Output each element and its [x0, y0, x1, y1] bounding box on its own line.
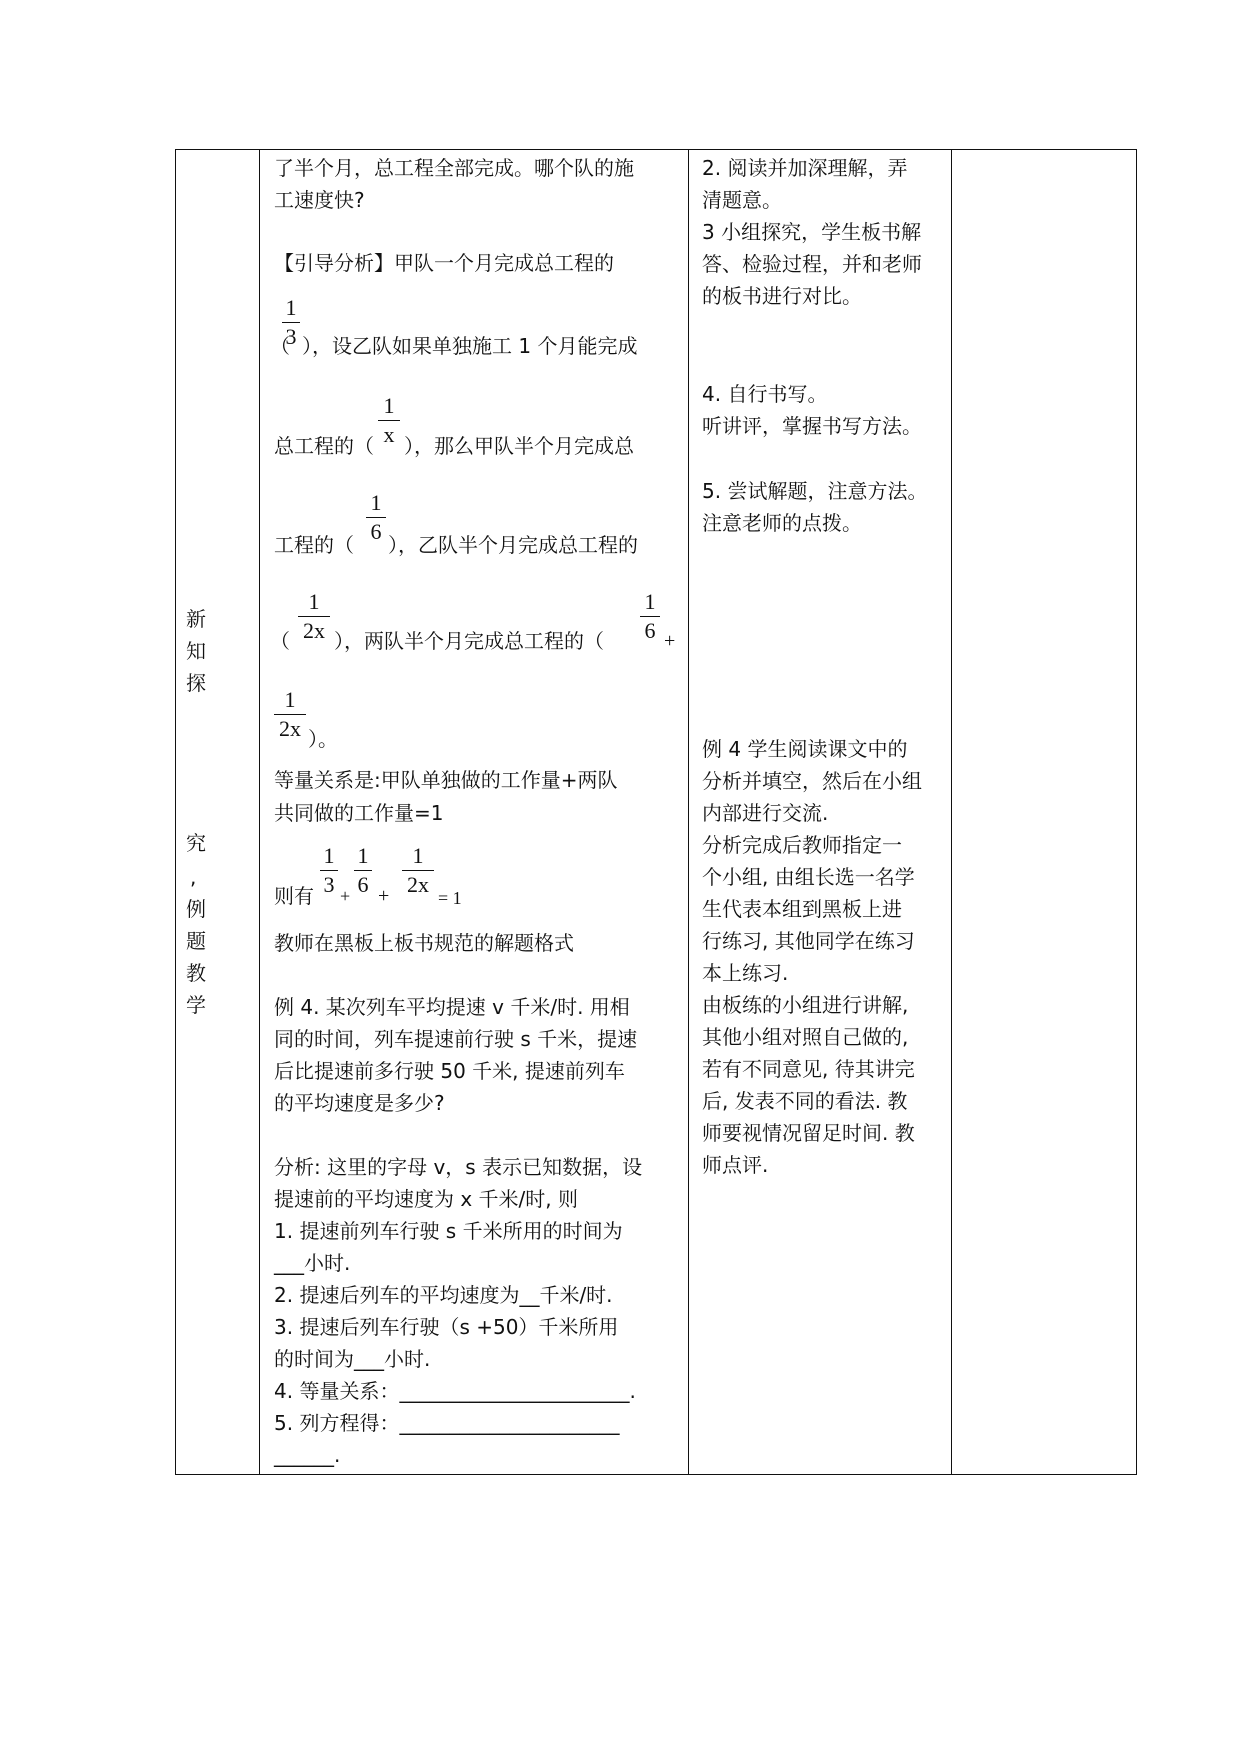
equals-one: = 1 [438, 888, 462, 908]
activity-line: 内部进行交流. [702, 801, 829, 825]
content-line: 了半个月，总工程全部完成。哪个队的施 [274, 156, 634, 180]
content-line: 2. 提速后列车的平均速度为__千米/时. [274, 1283, 613, 1307]
activity-line: 本上练习. [702, 961, 789, 985]
activity-line: 分析完成后教师指定一 [702, 833, 902, 857]
activity-line: 生代表本组到黑板上进 [702, 897, 902, 921]
row-label-char: 究 [186, 831, 206, 855]
activity-line: 清题意。 [702, 188, 782, 212]
content-line: 的时间为___小时. [274, 1347, 431, 1371]
content-line: 5. 列方程得：______________________ [274, 1411, 620, 1435]
plus-sign: + [340, 886, 351, 906]
activity-line: 若有不同意见, 待其讲完 [702, 1057, 915, 1081]
content-line: 3. 提速后列车行驶（s +50）千米所用 [274, 1315, 619, 1339]
row-label-char: 探 [186, 671, 206, 695]
activity-line: 4. 自行书写。 [702, 382, 828, 406]
row-label-char: 知 [186, 639, 206, 663]
activity-line: 的板书进行对比。 [702, 284, 862, 308]
activity-line: 3 小组探究，学生板书解 [702, 220, 922, 244]
table-border-bottom [175, 1474, 1137, 1475]
content-line: 提速前的平均速度为 x 千米/时, 则 [274, 1187, 579, 1211]
row-label-char: 题 [186, 929, 206, 953]
activity-line: 听讲评，掌握书写方法。 [702, 414, 922, 438]
content-line: 例 4. 某次列车平均提速 v 千米/时. 用相 [274, 995, 630, 1019]
content-line: 总工程的（ [274, 434, 374, 458]
fraction-one-sixth: 1 6 [366, 491, 386, 544]
row-label-char: 例 [186, 897, 206, 921]
content-line: 共同做的工作量=1 [274, 801, 444, 825]
table-divider-1 [259, 149, 260, 1475]
activity-line: 分析并填空，然后在小组 [702, 769, 922, 793]
activity-line: 个小组, 由组长选一名学 [702, 865, 915, 889]
content-line: 工速度快? [274, 188, 365, 212]
content-line: （ [270, 629, 290, 653]
fraction-one-third: 1 3 [282, 296, 300, 349]
table-border-top [175, 149, 1137, 150]
content-line: 等量关系是:甲队单独做的工作量+两队 [274, 768, 618, 792]
activity-line: 答、检验过程，并和老师 [702, 252, 922, 276]
table-border-right [1136, 149, 1137, 1475]
fraction-one-over-x: 1 x [378, 394, 400, 447]
content-line: 后比提速前多行驶 50 千米, 提速前列车 [274, 1059, 625, 1083]
fraction-one-over-2x: 1 2x [298, 590, 330, 643]
activity-line: 后, 发表不同的看法. 教 [702, 1089, 908, 1113]
row-label-char: 学 [186, 993, 206, 1017]
row-label-char: 新 [186, 607, 206, 631]
plus-sign: + [664, 630, 676, 652]
activity-line: 行练习, 其他同学在练习 [702, 929, 915, 953]
content-line: 同的时间，列车提速前行驶 s 千米，提速 [274, 1027, 638, 1051]
content-line: 1. 提速前列车行驶 s 千米所用的时间为 [274, 1219, 623, 1243]
activity-line: 例 4 学生阅读课文中的 [702, 737, 908, 761]
table-divider-3 [951, 149, 952, 1475]
row-label-char: 教 [186, 961, 206, 985]
activity-line: 2. 阅读并加深理解，弄 [702, 156, 908, 180]
content-line: ）。 [308, 727, 338, 751]
content-line: 的平均速度是多少? [274, 1091, 445, 1115]
plus-sign: + [378, 885, 390, 907]
content-line: ___小时. [274, 1251, 351, 1275]
content-line: 4. 等量关系：_______________________. [274, 1379, 636, 1403]
content-line: （ [270, 334, 290, 358]
content-line: ），乙队半个月完成总工程的 [388, 533, 638, 557]
equation-fraction-one-over-2x: 1 2x [402, 844, 434, 897]
content-line: 则有 [274, 884, 314, 908]
content-line: 【引导分析】甲队一个月完成总工程的 [274, 251, 614, 275]
table-divider-2 [688, 149, 689, 1475]
activity-line: 师点评. [702, 1153, 769, 1177]
activity-line: 5. 尝试解题，注意方法。 [702, 479, 928, 503]
fraction-one-sixth: 1 6 [640, 590, 660, 643]
activity-line: 师要视情况留足时间. 教 [702, 1121, 915, 1145]
content-line: 教师在黑板上板书规范的解题格式 [274, 931, 574, 955]
row-label-char: , [190, 865, 197, 889]
equation-fraction-one-third: 1 3 [320, 844, 338, 897]
content-line: ），设乙队如果单独施工 1 个月能完成 [302, 334, 638, 358]
content-line: 工程的（ [274, 533, 354, 557]
activity-line: 其他小组对照自己做的, [702, 1025, 909, 1049]
fraction-one-over-2x: 1 2x [274, 688, 306, 741]
activity-line: 注意老师的点拨。 [702, 511, 862, 535]
content-line: ______. [274, 1443, 341, 1467]
content-line: ），那么甲队半个月完成总 [404, 434, 634, 458]
content-line: ），两队半个月完成总工程的（ [334, 629, 604, 653]
content-line: 分析: 这里的字母 v，s 表示已知数据，设 [274, 1155, 643, 1179]
table-border-left [175, 149, 176, 1475]
activity-line: 由板练的小组进行讲解, [702, 993, 909, 1017]
equation-fraction-one-sixth: 1 6 [354, 844, 372, 897]
